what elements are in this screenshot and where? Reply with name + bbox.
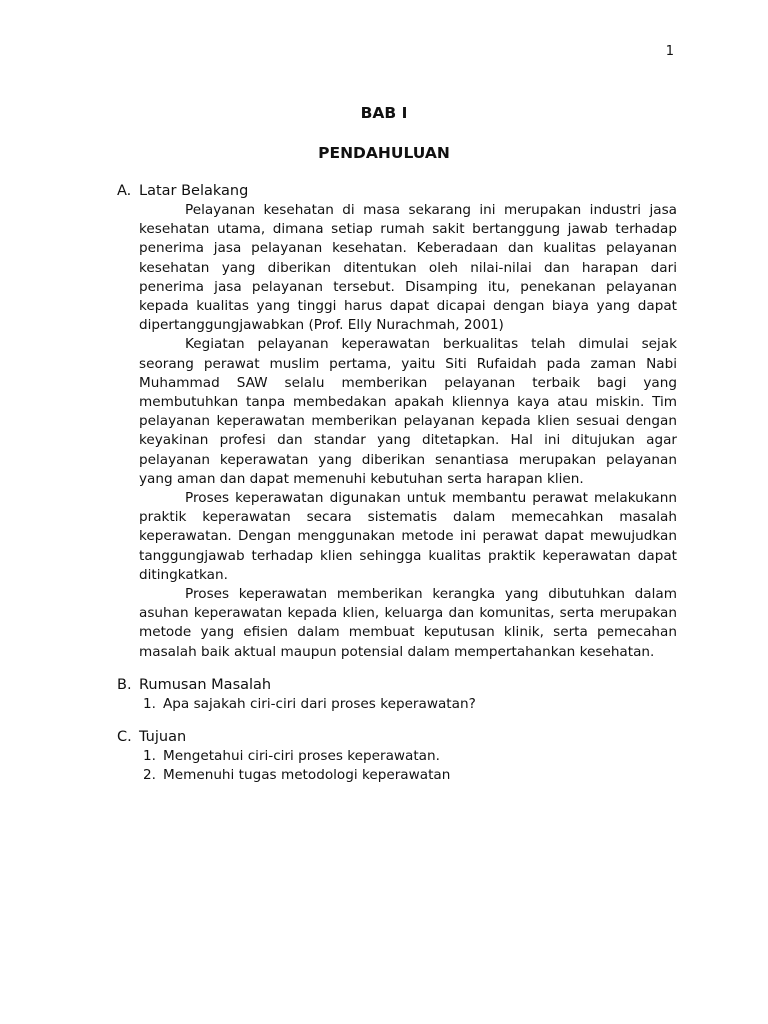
- section-title: Latar Belakang: [139, 183, 249, 199]
- list-item: [143, 695, 677, 714]
- paragraph: Pelayanan kesehatan di masa sekarang ini merupakan industri jasa kesehatan utama, dimana setiap rumah sakit bertanggung jawab terhadap penerima jasa pelayanan kesehatan. Keberadaan dan kualitas pelayanan kesehatan yang diberikan ditentukan oleh nilai-nilai dan harapan dari penerima jasa pelayanan tersebut. Disamping itu, penekanan pelayanan kepada kualitas yang tinggi harus dapat dicapai dengan biaya yang dapat dipertanggungjawabkan (Prof. Elly Nurachmah, 2001): [139, 202, 677, 334]
- list-item-text: Mengetahui ciri-ciri proses keperawatan.: [163, 748, 440, 765]
- section-body: [139, 747, 677, 785]
- chapter-label: BAB I: [360, 104, 408, 122]
- section-letter: A.: [117, 183, 132, 199]
- section-gap: [117, 714, 677, 727]
- section-gap: [117, 662, 677, 675]
- section-heading-b: [117, 675, 677, 695]
- section-body: [139, 201, 677, 662]
- paragraph: Kegiatan pelayanan keperawatan berkualitas telah dimulai sejak seorang perawat muslim pertama, yaitu Siti Rufaidah pada zaman Nabi Muhammad SAW selalu memberikan pelayanan terbaik bagi yang membutuhkan tanpa membedakan apakah kliennya kaya atau miskin. Tim pelayanan keperawatan memberikan pelayanan kepada klien sesuai dengan keyakinan profesi dan standar yang ditetapkan. Hal ini ditujukan agar pelayanan keperawatan yang diberikan senantiasa merupakan pelayanan yang aman dan dapat memenuhi kebutuhan serta harapan klien.: [139, 336, 677, 487]
- list-item-text: Apa sajakah ciri-ciri dari proses keperawatan?: [163, 695, 476, 712]
- document-body: [117, 181, 677, 785]
- chapter-title: PENDAHULUAN: [318, 144, 450, 162]
- section-title: Tujuan: [139, 729, 187, 746]
- list-item-number: 2.: [143, 767, 156, 784]
- section-latar-belakang: [117, 181, 677, 662]
- list-item: [143, 766, 677, 785]
- page-number: 1: [665, 44, 674, 59]
- paragraph: Proses keperawatan memberikan kerangka yang dibutuhkan dalam asuhan keperawatan kepada klien, keluarga dan komunitas, serta merupakan metode yang efisien dalam membuat keputusan klinik, serta pemecahan masalah baik aktual maupun potensial dalam mempertahankan kesehatan.: [139, 586, 677, 660]
- section-tujuan: [117, 727, 677, 785]
- section-title: Rumusan Masalah: [139, 676, 272, 693]
- section-heading-c: [117, 727, 677, 747]
- paragraph: Proses keperawatan digunakan untuk membantu perawat melakukann praktik keperawatan secara sistematis dalam memecahkan masalah keperawatan. Dengan menggunakan metode ini perawat dapat mewujudkan tanggungjawab terhadap klien sehingga kualitas praktik keperawatan dapat ditingkatkan.: [139, 490, 677, 583]
- list-item-number: 1.: [143, 748, 156, 765]
- section-body: [139, 695, 677, 714]
- section-rumusan-masalah: [117, 675, 677, 714]
- section-letter: C.: [117, 729, 132, 746]
- section-letter: B.: [117, 676, 132, 693]
- numbered-list: [143, 747, 677, 785]
- list-item: [143, 747, 677, 766]
- numbered-list: [143, 695, 677, 714]
- section-heading-a: [117, 181, 677, 201]
- list-item-text: Memenuhi tugas metodologi keperawatan: [163, 767, 451, 784]
- list-item-number: 1.: [143, 695, 156, 712]
